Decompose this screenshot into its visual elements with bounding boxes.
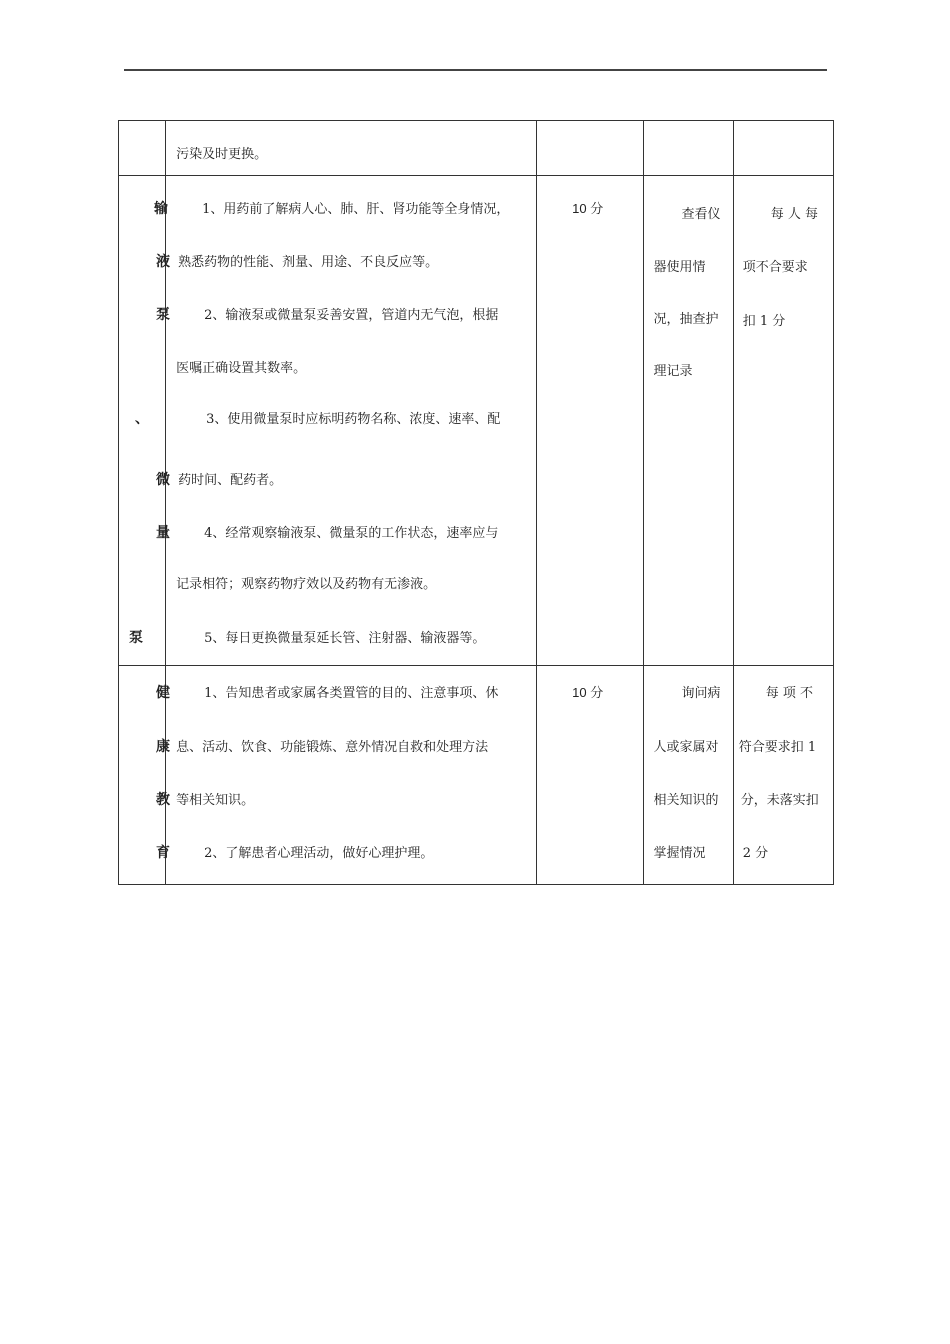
score-cell bbox=[537, 121, 644, 176]
method-line: 况，抽查护 bbox=[653, 312, 719, 327]
deduction-cell bbox=[733, 176, 833, 666]
method-line: 掌握情况 bbox=[653, 846, 706, 861]
category-char: 健 bbox=[156, 685, 170, 701]
deduction-line: 扣 1 分 bbox=[742, 314, 786, 329]
category-char: 育 bbox=[156, 845, 170, 861]
table-row bbox=[119, 666, 834, 885]
content-line: 记录相符；观察药物疗效以及药物有无渗液。 bbox=[176, 577, 437, 592]
category-char: 微 bbox=[156, 472, 170, 488]
content-line: 1、用药前了解病人心、肺、肝、肾功能等全身情况， bbox=[202, 202, 510, 217]
content-line: 5、每日更换微量泵延长管、注射器、输液器等。 bbox=[204, 631, 486, 646]
category-cell bbox=[119, 176, 170, 666]
category-char: 泵 bbox=[129, 630, 143, 646]
category-cell bbox=[119, 666, 170, 885]
method-cell bbox=[644, 121, 733, 176]
category-char: 、 bbox=[135, 411, 149, 427]
evaluation-table bbox=[118, 120, 834, 885]
category-char: 量 bbox=[156, 525, 170, 541]
category-char: 康 bbox=[156, 739, 170, 755]
method-cell bbox=[644, 666, 733, 885]
score-cell bbox=[537, 176, 644, 666]
table-row bbox=[119, 121, 834, 176]
deduction-line: 分，未落实扣 bbox=[740, 793, 819, 808]
deduction-line: 每 人 每 bbox=[770, 207, 818, 222]
category-char: 液 bbox=[156, 254, 170, 270]
deduction-cell bbox=[733, 666, 833, 885]
score-cell bbox=[537, 666, 644, 885]
method-line: 理记录 bbox=[653, 364, 693, 379]
score-value: 10 分 bbox=[572, 201, 604, 216]
category-char: 输 bbox=[154, 201, 168, 217]
deduction-line: 符合要求扣 1 bbox=[738, 740, 817, 755]
content-line: 2、输液泵或微量泵妥善安置，管道内无气泡，根据 bbox=[204, 308, 499, 323]
content-cell bbox=[166, 176, 537, 666]
deduction-line: 每 项 不 bbox=[765, 686, 813, 701]
content-line: 药时间、配药者。 bbox=[178, 473, 283, 488]
content-line: 污染及时更换。 bbox=[176, 147, 268, 162]
table-row bbox=[119, 176, 834, 666]
method-line: 相关知识的 bbox=[653, 793, 719, 808]
deduction-line: 2 分 bbox=[742, 846, 769, 861]
content-line: 息、活动、饮食、功能锻炼、意外情况自救和处理方法 bbox=[176, 740, 489, 755]
score-value: 10 分 bbox=[572, 685, 604, 700]
deduction-cell bbox=[733, 121, 833, 176]
category-cell bbox=[119, 121, 166, 176]
content-line: 等相关知识。 bbox=[176, 793, 255, 808]
header-rule bbox=[124, 69, 827, 71]
content-line: 熟悉药物的性能、剂量、用途、不良反应等。 bbox=[178, 255, 439, 270]
category-char: 泵 bbox=[156, 307, 170, 323]
content-line: 4、经常观察输液泵、微量泵的工作状态，速率应与 bbox=[204, 526, 499, 541]
method-cell bbox=[644, 176, 733, 666]
method-line: 器使用情 bbox=[653, 260, 706, 275]
category-char: 教 bbox=[156, 792, 170, 808]
deduction-line: 项不合要求 bbox=[742, 260, 808, 275]
content-cell bbox=[166, 666, 537, 885]
content-line: 2、了解患者心理活动，做好心理护理。 bbox=[204, 846, 434, 861]
content-line: 3、使用微量泵时应标明药物名称、浓度、速率、配 bbox=[206, 412, 501, 427]
content-line: 医嘱正确设置其数率。 bbox=[176, 361, 307, 376]
content-cell bbox=[166, 121, 537, 176]
method-line: 询问病 bbox=[681, 686, 721, 701]
method-line: 人或家属对 bbox=[653, 740, 719, 755]
content-line: 1、告知患者或家属各类置管的目的、注意事项、休 bbox=[204, 686, 499, 701]
method-line: 查看仪 bbox=[681, 207, 721, 222]
